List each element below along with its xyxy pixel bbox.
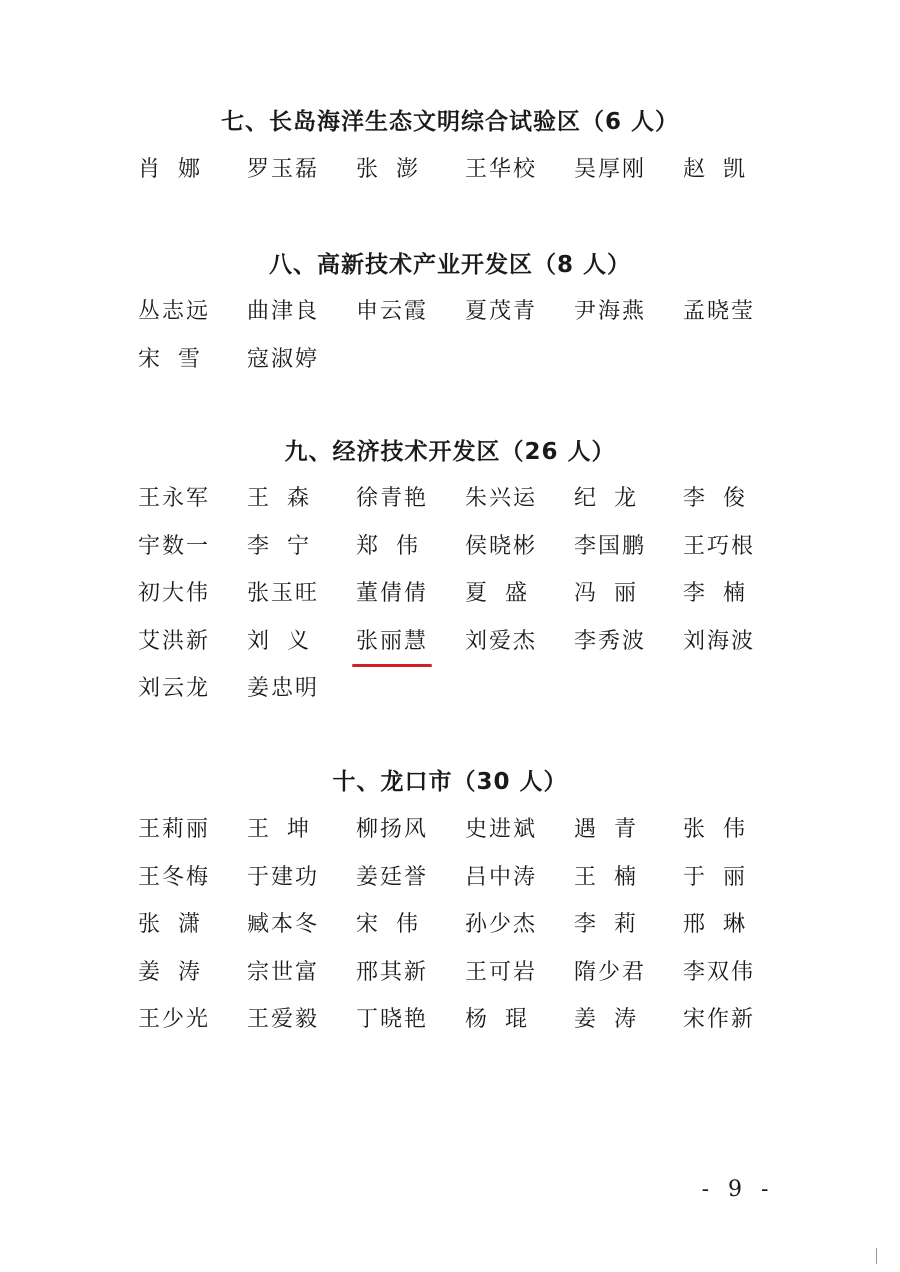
person-name: 曲津良: [247, 299, 320, 324]
person-name: 孙少杰: [465, 912, 538, 937]
person-name: 于建功: [247, 864, 320, 890]
person-name: 侯晓彬: [465, 533, 538, 559]
person-name: 柳扬风: [356, 817, 429, 842]
person-name: [574, 1005, 683, 1035]
person-name: 王爱毅: [247, 1007, 320, 1032]
person-name: [574, 579, 683, 609]
page-number: - 9 -: [701, 1177, 775, 1202]
name-part: 李: [683, 486, 706, 511]
scan-edge-mark: [876, 1248, 877, 1264]
person-name: 申云霞: [356, 299, 429, 324]
name-part: 李: [574, 912, 597, 937]
person-name: 徐青艳: [356, 486, 429, 511]
name-part: 郑: [356, 533, 379, 559]
person-name: [138, 345, 247, 375]
person-name: 邢其新: [356, 959, 429, 985]
person-name: [138, 910, 247, 940]
name-part: 赵: [683, 157, 706, 182]
person-name: 罗玉磊: [247, 157, 320, 182]
person-name: 王华校: [465, 157, 538, 182]
name-part: 丽: [614, 581, 637, 606]
name-part: 张: [138, 912, 161, 937]
name-part: 于: [683, 864, 706, 890]
person-name: [683, 579, 792, 609]
person-name: 李国鹏: [574, 533, 647, 559]
name-part: 宁: [287, 533, 310, 559]
name-part: 琨: [505, 1007, 528, 1032]
person-name: 丁晓艳: [356, 1007, 429, 1032]
section-heading: 八、高新技术产业开发区（8 人）: [268, 252, 631, 278]
name-part: 潇: [178, 912, 201, 937]
person-name: 孟晓莹: [683, 299, 756, 324]
name-part: 肖: [138, 157, 161, 182]
name-part: 王: [247, 486, 270, 511]
name-part: 夏: [465, 581, 488, 606]
name-part: 俊: [723, 486, 746, 511]
person-name: 隋少君: [574, 959, 647, 985]
name-part: 冯: [574, 581, 597, 606]
person-name-highlighted: 张丽慧: [356, 627, 465, 657]
person-name: 朱兴运: [465, 486, 538, 511]
person-name: 姜廷誉: [356, 864, 429, 890]
person-name: 姜忠明: [247, 676, 320, 701]
person-name: [247, 532, 356, 562]
person-name: [465, 579, 574, 609]
name-part: 娜: [178, 157, 201, 182]
name-part: 刘: [247, 628, 270, 654]
name-part: 宋: [356, 912, 379, 937]
person-name: 丛志远: [138, 299, 211, 324]
name-part: 青: [614, 817, 637, 842]
person-name: [138, 958, 247, 988]
name-part: 李: [683, 581, 706, 606]
red-underline-mark: [352, 664, 432, 667]
person-name: 吴厚刚: [574, 157, 647, 182]
section-heading: 九、经济技术开发区（26 人）: [284, 439, 616, 465]
person-name: 王巧根: [683, 533, 756, 559]
person-name: 王少光: [138, 1007, 211, 1032]
person-name: 王可岩: [465, 959, 538, 985]
person-name: 董倩倩: [356, 581, 429, 606]
name-part: 李: [247, 533, 270, 559]
person-name: 臧本冬: [247, 912, 320, 937]
name-part: 坤: [287, 817, 310, 842]
name-part: 丽: [723, 864, 746, 890]
name-part: 纪: [574, 486, 597, 511]
name-part: 澎: [396, 157, 419, 182]
section-heading: 十、龙口市（30 人）: [332, 769, 568, 795]
person-name: 尹海燕: [574, 299, 647, 324]
person-name: 宇数一: [138, 533, 211, 559]
name-part: 伟: [396, 912, 419, 937]
name-part: 凯: [723, 157, 746, 182]
person-name: 刘云龙: [138, 676, 211, 701]
name-part: 森: [287, 486, 310, 511]
name-part: 王: [247, 817, 270, 842]
person-name: [247, 627, 356, 657]
person-name: 夏茂青: [465, 299, 538, 324]
name-list: [138, 297, 788, 392]
name-part: 张: [683, 817, 706, 842]
person-name: 史进斌: [465, 817, 538, 842]
person-name: 李双伟: [683, 959, 756, 985]
name-part: 姜: [574, 1007, 597, 1032]
person-name: 寇淑婷: [247, 346, 320, 372]
person-name: [356, 532, 465, 562]
person-name: 王冬梅: [138, 864, 211, 890]
person-name: [574, 815, 683, 845]
name-part: 姜: [138, 959, 161, 985]
name-part: 邢: [683, 912, 706, 937]
person-name: 李秀波: [574, 628, 647, 654]
name-part: 琳: [723, 912, 746, 937]
name-part: 楠: [614, 864, 637, 890]
person-name: [247, 815, 356, 845]
name-part: 张: [356, 157, 379, 182]
person-name: 艾洪新: [138, 628, 211, 654]
person-name: [138, 155, 247, 185]
name-part: 宋: [138, 346, 161, 372]
person-name: 王莉丽: [138, 817, 211, 842]
name-part: 楠: [723, 581, 746, 606]
person-name: 王永军: [138, 486, 211, 511]
name-part: 杨: [465, 1007, 488, 1032]
person-name: [465, 1005, 574, 1035]
name-part: 王: [574, 864, 597, 890]
name-part: 龙: [614, 486, 637, 511]
name-part: 遇: [574, 817, 597, 842]
person-name: 吕中涛: [465, 864, 538, 890]
person-name: [356, 910, 465, 940]
name-list: [138, 155, 788, 203]
name-part: 雪: [178, 346, 201, 372]
person-name: [683, 910, 792, 940]
person-name: [574, 484, 683, 514]
person-name: 宗世富: [247, 959, 320, 985]
person-name: [574, 910, 683, 940]
person-name: [683, 863, 792, 893]
name-part: 伟: [396, 533, 419, 559]
section-heading: 七、长岛海洋生态文明综合试验区（6 人）: [220, 109, 679, 135]
name-part: 义: [287, 628, 310, 654]
name-list: [138, 484, 788, 722]
person-name: 初大伟: [138, 581, 211, 606]
person-name: [247, 484, 356, 514]
person-name: [574, 863, 683, 893]
name-list: [138, 815, 788, 1053]
person-name: [683, 484, 792, 514]
person-name: 张玉旺: [247, 581, 320, 606]
name-part: 伟: [723, 817, 746, 842]
person-name: 刘爱杰: [465, 628, 538, 654]
name-part: 盛: [505, 581, 528, 606]
person-name: 刘海波: [683, 628, 756, 654]
name-part: 涛: [614, 1007, 637, 1032]
person-name: 宋作新: [683, 1007, 756, 1032]
name-part: 莉: [614, 912, 637, 937]
person-name: [683, 815, 792, 845]
name-part: 涛: [178, 959, 201, 985]
person-name: [356, 155, 465, 185]
person-name: [683, 155, 792, 185]
